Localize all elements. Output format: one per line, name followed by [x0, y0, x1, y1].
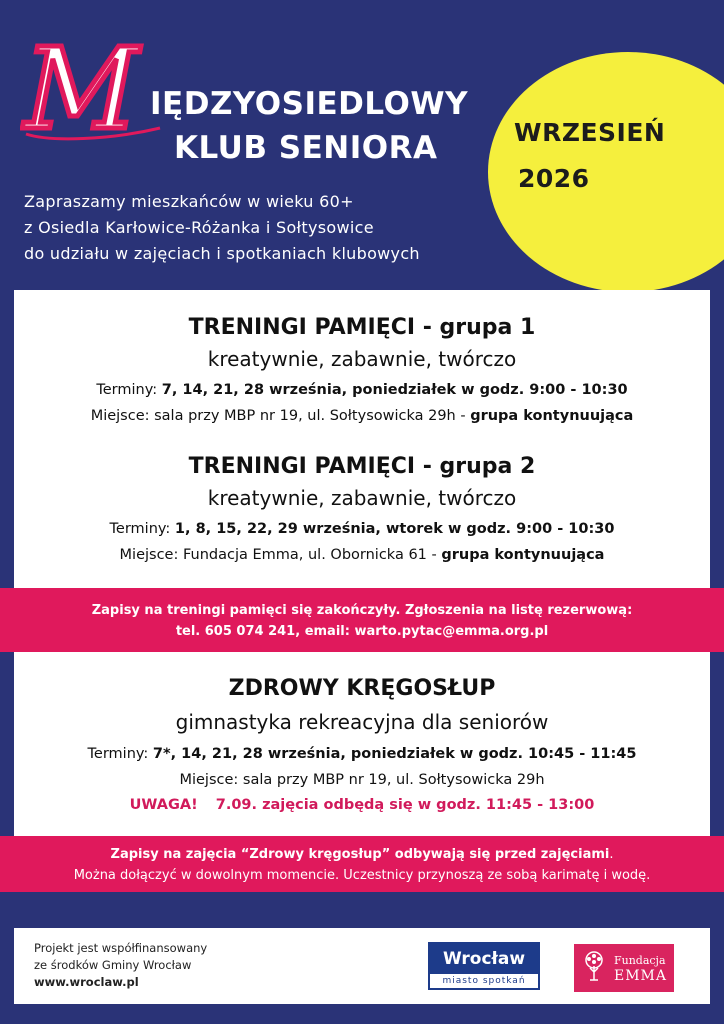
fundacja-emma-logo: [574, 944, 674, 992]
funding-note: [34, 940, 207, 991]
intro-text: [24, 189, 524, 267]
intro-line: Zapraszamy mieszkańców w wieku 60+: [24, 192, 354, 211]
intro-line: do udziału w zajęciach i spotkaniach klubowych: [24, 244, 420, 263]
warning-text: 7.09. zajęcia odbędą się w godz. 11:45 - 13:00: [215, 797, 595, 813]
wroclaw-logo: [428, 942, 540, 990]
footer: [14, 928, 710, 1004]
group2-place-label: Miejsce: Fundacja Emma, ul. Obornicka 61 -: [119, 547, 442, 563]
group2-terms: [0, 521, 724, 537]
logo-m-glyph: M: [24, 30, 139, 150]
wroclaw-url-link[interactable]: www.wroclaw.pl: [34, 975, 139, 989]
group2-title: TRENINGI PAMIĘCI - grupa 2: [188, 454, 536, 479]
group2-place-note: grupa kontynuująca: [441, 547, 605, 563]
emma-logo-line2: EMMA: [614, 968, 667, 984]
registration-closed-banner: [0, 588, 724, 652]
emma-logo-line1: Fundacja: [614, 954, 666, 967]
banner2-line1-end: .: [609, 847, 614, 862]
group1-place-note: grupa kontynuująca: [470, 408, 634, 424]
banner-contact: tel. 605 074 241, email: warto.pytac@emma.org.pl: [175, 624, 549, 639]
funding-line: Projekt jest współfinansowany: [34, 941, 208, 955]
banner-contact-line: [0, 621, 724, 642]
spine-title: ZDROWY KRĘGOSŁUP: [228, 676, 496, 701]
spine-terms: [0, 746, 724, 762]
intro-line: z Osiedla Karłowice-Różanka i Sołtysowice: [24, 218, 374, 237]
group1-terms: [0, 382, 724, 398]
spine-warning: [0, 797, 724, 813]
group1-place-label: Miejsce: sala przy MBP nr 19, ul. Sołtysowicka 29h -: [90, 408, 471, 424]
spine-terms-value: 7*, 14, 21, 28 września, poniedziałek w godz. 10:45 - 11:45: [152, 746, 637, 762]
month-label: WRZESIEŃ: [514, 118, 666, 147]
banner-line: [0, 600, 724, 621]
group2-subtitle: kreatywnie, zabawnie, twórczo: [207, 486, 517, 510]
group1-place: [0, 408, 724, 424]
banner2-line1-bold: Zapisy na zajęcia “Zdrowy kręgosłup” odbywają się przed zajęciami: [110, 847, 610, 862]
group2-terms-value: 1, 8, 15, 22, 29 września, wtorek w godz. 9:00 - 10:30: [174, 521, 615, 537]
warning-label: UWAGA!: [129, 797, 198, 813]
spine-place: Miejsce: sala przy MBP nr 19, ul. Sołtysowicka 29h: [179, 772, 545, 788]
group1-terms-label: Terminy:: [96, 382, 162, 398]
group2-terms-label: Terminy:: [109, 521, 175, 537]
wroclaw-logo-tagline: miasto spotkań: [442, 976, 526, 986]
group1-title: TRENINGI PAMIĘCI - grupa 1: [188, 315, 536, 340]
spine-subtitle: gimnastyka rekreacyjna dla seniorów: [175, 710, 549, 734]
title-line-1: IĘDZYOSIEDLOWY: [150, 86, 469, 122]
wroclaw-logo-name: Wrocław: [430, 944, 538, 974]
group2-place: [0, 547, 724, 563]
spine-registration-banner: [0, 836, 724, 892]
tree-icon: [580, 950, 608, 986]
funding-line: ze środków Gminy Wrocław: [34, 958, 192, 972]
spine-terms-label: Terminy:: [87, 746, 153, 762]
banner2-line2: Można dołączyć w dowolnym momencie. Uczestnicy przynoszą ze sobą karimatę i wodę.: [73, 868, 651, 883]
banner-line-text: Zapisy na treningi pamięci się zakończyły. Zgłoszenia na listę rezerwową:: [91, 603, 633, 618]
year-label: 2026: [518, 164, 590, 193]
group1-terms-value: 7, 14, 21, 28 września, poniedziałek w godz. 9:00 - 10:30: [161, 382, 628, 398]
banner2-line1: [0, 844, 724, 865]
title-line-2: KLUB SENIORA: [174, 130, 438, 166]
group1-subtitle: kreatywnie, zabawnie, twórczo: [207, 347, 517, 371]
